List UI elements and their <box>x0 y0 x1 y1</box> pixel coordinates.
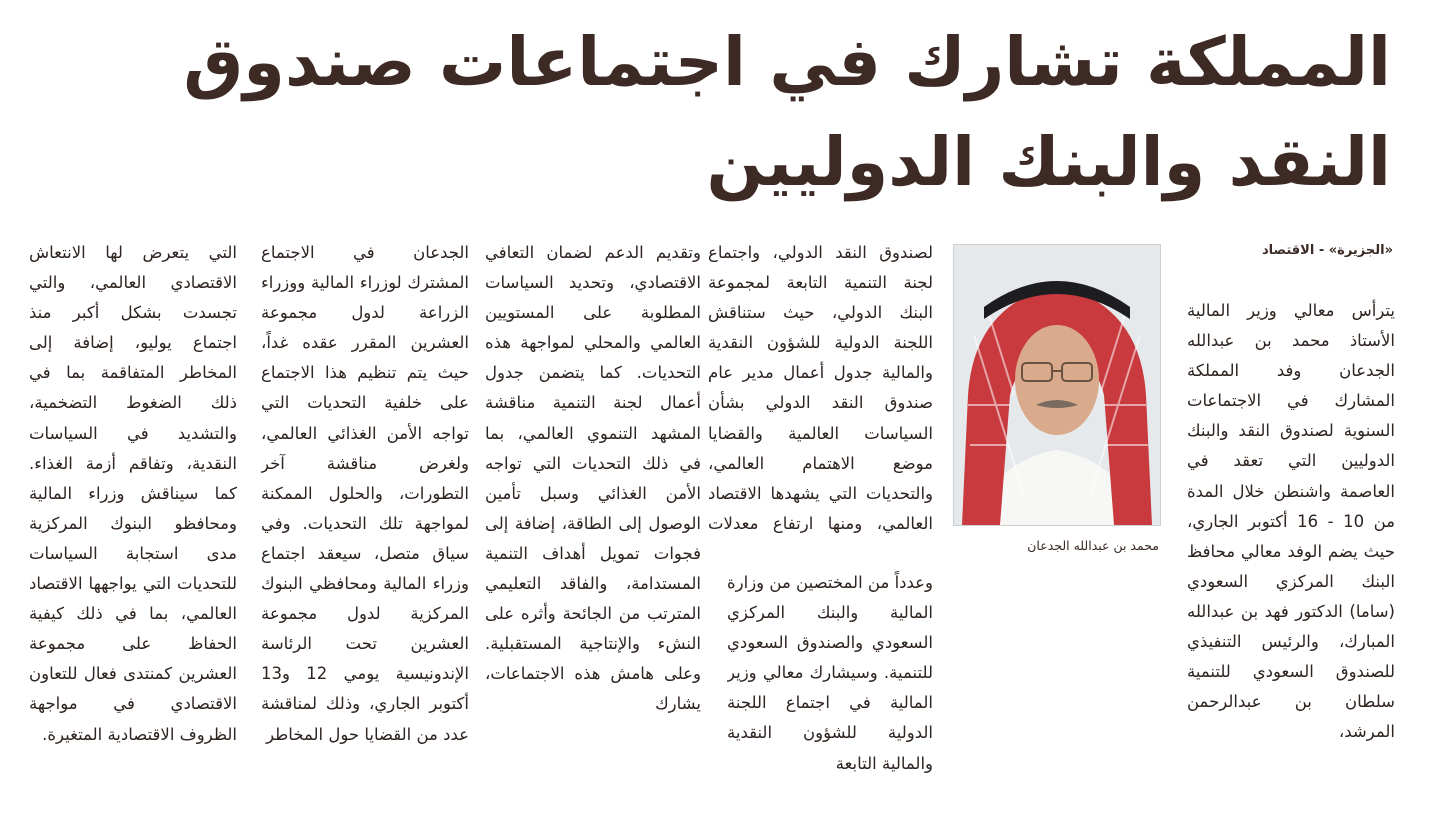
photo-caption: محمد بن عبدالله الجدعان <box>1027 538 1159 553</box>
article-column-4 <box>261 238 469 815</box>
minister-photo <box>953 244 1161 526</box>
article-column-3 <box>485 238 701 815</box>
column-2-continued-text: وعدداً من المختصين من وزارة المالية والبنك المركزي السعودي والصندوق السعودي للتنمية. وسيشارك معالي وزير المالية في اجتماع اللجنة الدولية للشؤون النقدية والمالية التابعة <box>727 573 933 773</box>
article-column-2 <box>708 238 933 535</box>
article-column-2-continued <box>727 568 933 815</box>
column-3-text: وتقديم الدعم لضمان التعافي الاقتصادي، وتحديد السياسات المطلوبة على المستويين العالمي والمحلي لمواجهة هذه التحديات. كما يتضمن جدول أعمال لجنة التنمية مناقشة المشهد التنموي العالمي، بما في ذلك التحديات التي تواجه الأمن الغذائي وسبل تأمين الوصول إلى الطاقة، إضافة إلى فجوات تمويل أهداف التنمية المستدامة، والفاقد التعليمي المترتب من الجائحة وأثره على النشء والإنتاجية المستقبلية. وعلى هامش هذه الاجتماعات، يشارك <box>485 243 701 714</box>
article-column-5 <box>29 238 237 815</box>
headline-line-1: المملكة تشارك في اجتماعات صندوق <box>183 23 1391 101</box>
headline-line-2: النقد والبنك الدوليين <box>706 123 1391 201</box>
column-4-text: الجدعان في الاجتماع المشترك لوزراء المالية ووزراء الزراعة لدول مجموعة العشرين المقرر عقده غداً، حيث يتم تنظيم هذا الاجتماع على خلفية التحديات التي تواجه الأمن الغذائي العالمي، ولغرض مناقشة آخر التطورات، والحلول الممكنة لمواجهة تلك التحديات. وفي سياق متصل، سيعقد اجتماع وزراء المالية ومحافظي البنوك المركزية لدول مجموعة العشرين تحت الرئاسة الإندونيسية يومي 12 و13 أكتوبر الجاري، وذلك لمناقشة عدد من القضايا حول المخاطر <box>261 243 469 744</box>
article-headline <box>183 12 1391 212</box>
column-5-text: التي يتعرض لها الانتعاش الاقتصادي العالمي، والتي تجسدت بشكل أكبر منذ اجتماع يوليو، إضافة إلى المخاطر المتفاقمة بما في ذلك الضغوط التضخمية، والتشديد في السياسات النقدية، وتفاقم أزمة الغذاء. كما سيناقش وزراء المالية ومحافظو البنوك المركزية مدى استجابة السياسات للتحديات التي يواجهها الاقتصاد العالمي، بما في ذلك كيفية الحفاظ على مجموعة العشرين كمنتدى فعال للتعاون الاقتصادي في مواجهة الظروف الاقتصادية المتغيرة. <box>29 243 237 744</box>
byline-credit: «الجزيرة» - الاقتصاد <box>1262 243 1393 258</box>
column-2-text: لصندوق النقد الدولي، واجتماع لجنة التنمية التابعة لمجموعة البنك الدولي، حيث ستناقش اللجنة الدولية للشؤون النقدية والمالية جدول أعمال مدير عام صندوق النقد الدولي بشأن السياسات العالمية والقضايا موضع الاهتمام العالمي، والتحديات التي يشهدها الاقتصاد العالمي، ومنها ارتفاع معدلات <box>708 243 933 533</box>
portrait-illustration <box>954 245 1160 525</box>
article-column-1 <box>1187 296 1395 815</box>
column-1-text: يترأس معالي وزير المالية الأستاذ محمد بن عبدالله الجدعان وفد المملكة المشارك في الاجتماعات السنوية لصندوق النقد والبنك الدوليين التي تعقد في العاصمة واشنطن خلال المدة من 10 - 16 أكتوبر الجاري، حيث يضم الوفد معالي محافظ البنك المركزي السعودي (ساما) الدكتور فهد بن عبدالله المبارك، والرئيس التنفيذي للصندوق السعودي للتنمية سلطان بن عبدالرحمن المرشد، <box>1187 301 1395 742</box>
